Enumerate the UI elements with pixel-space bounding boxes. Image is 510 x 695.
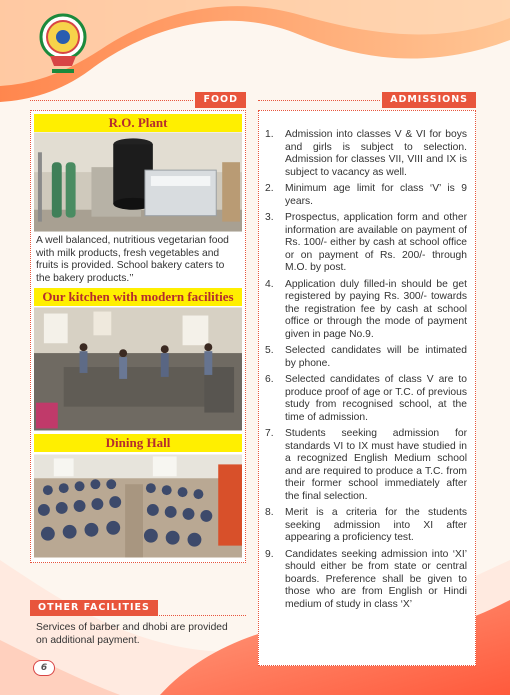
list-item xyxy=(265,345,467,370)
item-text: Minimum age limit for class ‘V’ is 9 years. xyxy=(285,183,467,207)
other-facilities-section xyxy=(30,597,246,647)
item-number: 5. xyxy=(265,345,274,356)
item-text: Candidates seeking admission into ‘XI’ should either be from state or central boards. Preference shall be given to those who are from English or Hindi medium of study in class ‘X’ xyxy=(285,548,467,610)
list-item xyxy=(265,374,467,424)
dining-hall-photo xyxy=(34,454,242,558)
other-facilities-text: Services of barber and dhobi are provided on additional payment. xyxy=(30,615,246,647)
ro-plant-title: R.O. Plant xyxy=(34,114,242,132)
school-emblem-icon xyxy=(38,12,88,78)
kitchen-title: Our kitchen with modern facilities xyxy=(34,288,242,306)
item-number: 1. xyxy=(265,129,274,140)
item-text: Selected candidates of class V are to produce proof of age or T.C. of previous study from recognised school, at the time of admission. xyxy=(285,374,467,423)
item-text: Application duly filled-in should be get registered by paying Rs. 300/- towards the registration fee by cash at school office or through the mode of payment given in page No.9. xyxy=(285,278,467,340)
list-item xyxy=(265,129,467,179)
list-item xyxy=(265,428,467,503)
item-number: 3. xyxy=(265,212,274,223)
item-number: 2. xyxy=(265,183,274,194)
item-text: Prospectus, application form and other information are available on payment of Rs. 100/- either by cash at school office or on payment of Rs. 200/- through M.O. by post. xyxy=(285,212,467,273)
list-item xyxy=(265,549,467,612)
kitchen-photo xyxy=(34,307,242,431)
page-number: 6 xyxy=(33,660,55,676)
admissions-tag: ADMISSIONS xyxy=(382,92,476,108)
item-text: Selected candidates will be intimated by phone. xyxy=(285,345,467,369)
admissions-header-line xyxy=(258,100,380,101)
list-item xyxy=(265,212,467,275)
list-item xyxy=(265,279,467,342)
food-header-line xyxy=(30,100,193,101)
food-section xyxy=(30,92,246,563)
admissions-list xyxy=(265,129,467,611)
item-number: 6. xyxy=(265,374,274,385)
admissions-body xyxy=(258,110,476,666)
item-text: Merit is a criteria for the students seeking admission into XI after appearing a proficiency test. xyxy=(285,507,467,543)
item-text: Students seeking admission for standards VI to IX must have studied in a recognized English Medium school and are required to produce a T.C. from their former school immediately after the final selection. xyxy=(285,428,467,502)
food-tag: FOOD xyxy=(195,92,246,108)
food-body xyxy=(30,110,246,563)
food-description: A well balanced, nutritious vegetarian food with milk products, fresh vegetables and fruits is provided. School bakery caters to the bakery products.’’ xyxy=(36,235,229,284)
item-number: 9. xyxy=(265,548,274,560)
list-item xyxy=(265,507,467,545)
item-number: 8. xyxy=(265,507,274,518)
dining-hall-title: Dining Hall xyxy=(34,434,242,452)
ro-plant-photo xyxy=(34,132,242,232)
list-item xyxy=(265,183,467,208)
other-facilities-tag: OTHER FACILITIES xyxy=(30,600,158,616)
item-number: 7. xyxy=(265,428,274,439)
item-number: 4. xyxy=(265,278,274,290)
item-text: Admission into classes V & VI for boys and girls is subject to selection. Admission for classes VII, VIII and IX is subject to vacancy as well. xyxy=(285,129,467,178)
admissions-header xyxy=(258,92,476,108)
admissions-section xyxy=(258,92,476,666)
food-header xyxy=(30,92,246,108)
